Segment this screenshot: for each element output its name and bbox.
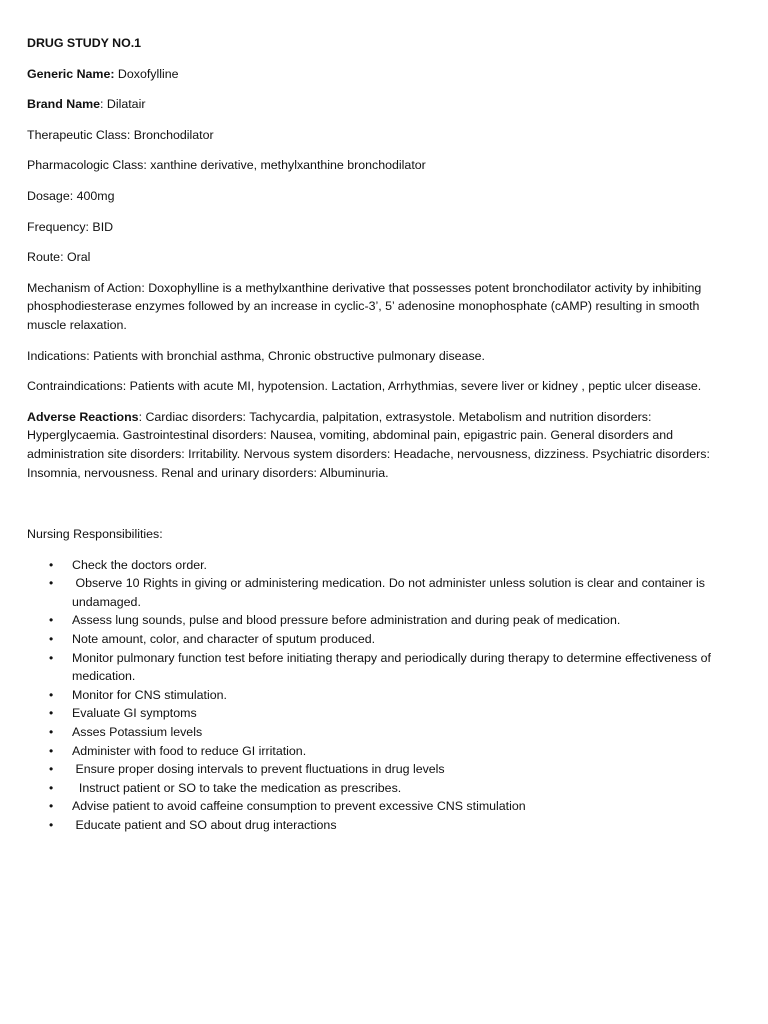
bullet-icon: • [49,762,54,777]
bullet-icon: • [49,799,54,814]
indications: Indications: Patients with bronchial asthma, Chronic obstructive pulmonary disease. [27,348,485,363]
nursing-responsibilities-list [27,556,737,835]
bullet-icon: • [49,576,54,591]
list-item [27,723,737,742]
list-item-text: Observe 10 Rights in giving or administering medication. Do not administer unless solution is clear and container is undamaged. [72,576,709,609]
dosage: Dosage: 400mg [27,188,115,203]
list-item [27,686,737,705]
list-item-text: Educate patient and SO about drug interactions [72,818,337,832]
bullet-icon: • [49,557,54,572]
nursing-responsibilities-heading: Nursing Responsibilities: [27,527,163,542]
list-item [27,742,737,761]
generic-name-line [27,65,737,84]
bullet-icon: • [49,650,54,665]
generic-name-label: Generic Name: [27,66,115,81]
bullet-icon: • [49,725,54,740]
adverse-reactions [27,408,737,482]
bullet-icon: • [49,818,54,832]
bullet-icon: • [49,687,54,702]
list-item [27,649,737,686]
pharmacologic-class: Pharmacologic Class: xanthine derivative, methylxanthine bronchodilator [27,158,426,173]
bullet-icon: • [49,706,54,721]
list-item [27,611,737,630]
brand-name-line [27,95,737,114]
bullet-icon: • [49,780,54,795]
drug-study-document [27,34,737,835]
list-item [27,556,737,575]
generic-name-value: Doxofylline [114,66,179,81]
list-item-text: Check the doctors order. [72,557,207,572]
bullet-icon: • [49,743,54,758]
frequency: Frequency: BID [27,219,114,234]
bullet-icon: • [49,613,54,628]
document-title: DRUG STUDY NO.1 [27,36,142,50]
brand-name-value: : Dilatair [100,97,146,112]
bullet-icon: • [49,632,54,647]
list-item-text: Instruct patient or SO to take the medication as prescribes. [72,780,402,795]
list-item [27,816,737,835]
list-item [27,630,737,649]
adverse-reactions-value: : Cardiac disorders: Tachycardia, palpitation, extrasystole. Metabolism and nutrition disorders: Hyperglycaemia. Gastrointestinal disorders: Nausea, vomiting, abdominal pain, epigastric pain. General disorders and administration site disorders: Irritability. Nervous system disorders: Headache, nervousness, dizziness. Psychiatric disorders: Insomnia, nervousness. Renal and urinary disorders: Albuminuria. [27,409,710,480]
list-item-text: Administer with food to reduce GI irritation. [72,743,307,758]
list-item-text: Asses Potassium levels [72,725,203,740]
list-item-text: Monitor pulmonary function test before initiating therapy and periodically during therapy to determine effectiveness of medication. [72,650,715,684]
list-item [27,760,737,779]
therapeutic-class: Therapeutic Class: Bronchodilator [27,127,214,142]
contraindications: Contraindications: Patients with acute MI, hypotension. Lactation, Arrhythmias, severe liver or kidney , peptic ulcer disease. [27,379,702,394]
list-item-text: Note amount, color, and character of sputum produced. [72,632,376,647]
list-item [27,779,737,798]
section-spacer [27,494,737,525]
list-item [27,704,737,723]
list-item-text: Monitor for CNS stimulation. [72,687,227,702]
adverse-reactions-label: Adverse Reactions [27,409,139,424]
route: Route: Oral [27,250,91,265]
list-item [27,574,737,611]
mechanism-of-action: Mechanism of Action: Doxophylline is a methylxanthine derivative that possesses potent bronchodilator activity by inhibiting phosphodiesterase enzymes followed by an increase in cyclic-3’, 5’ adenosine monophosphate (cAMP) resulting in smooth muscle relaxation. [27,280,702,332]
list-item-text: Assess lung sounds, pulse and blood pressure before administration and during peak of medication. [72,613,621,628]
list-item-text: Evaluate GI symptoms [72,706,197,721]
list-item-text: Ensure proper dosing intervals to prevent fluctuations in drug levels [72,762,445,777]
list-item-text: Advise patient to avoid caffeine consumption to prevent excessive CNS stimulation [72,799,526,814]
list-item [27,797,737,816]
brand-name-label: Brand Name [27,97,100,112]
